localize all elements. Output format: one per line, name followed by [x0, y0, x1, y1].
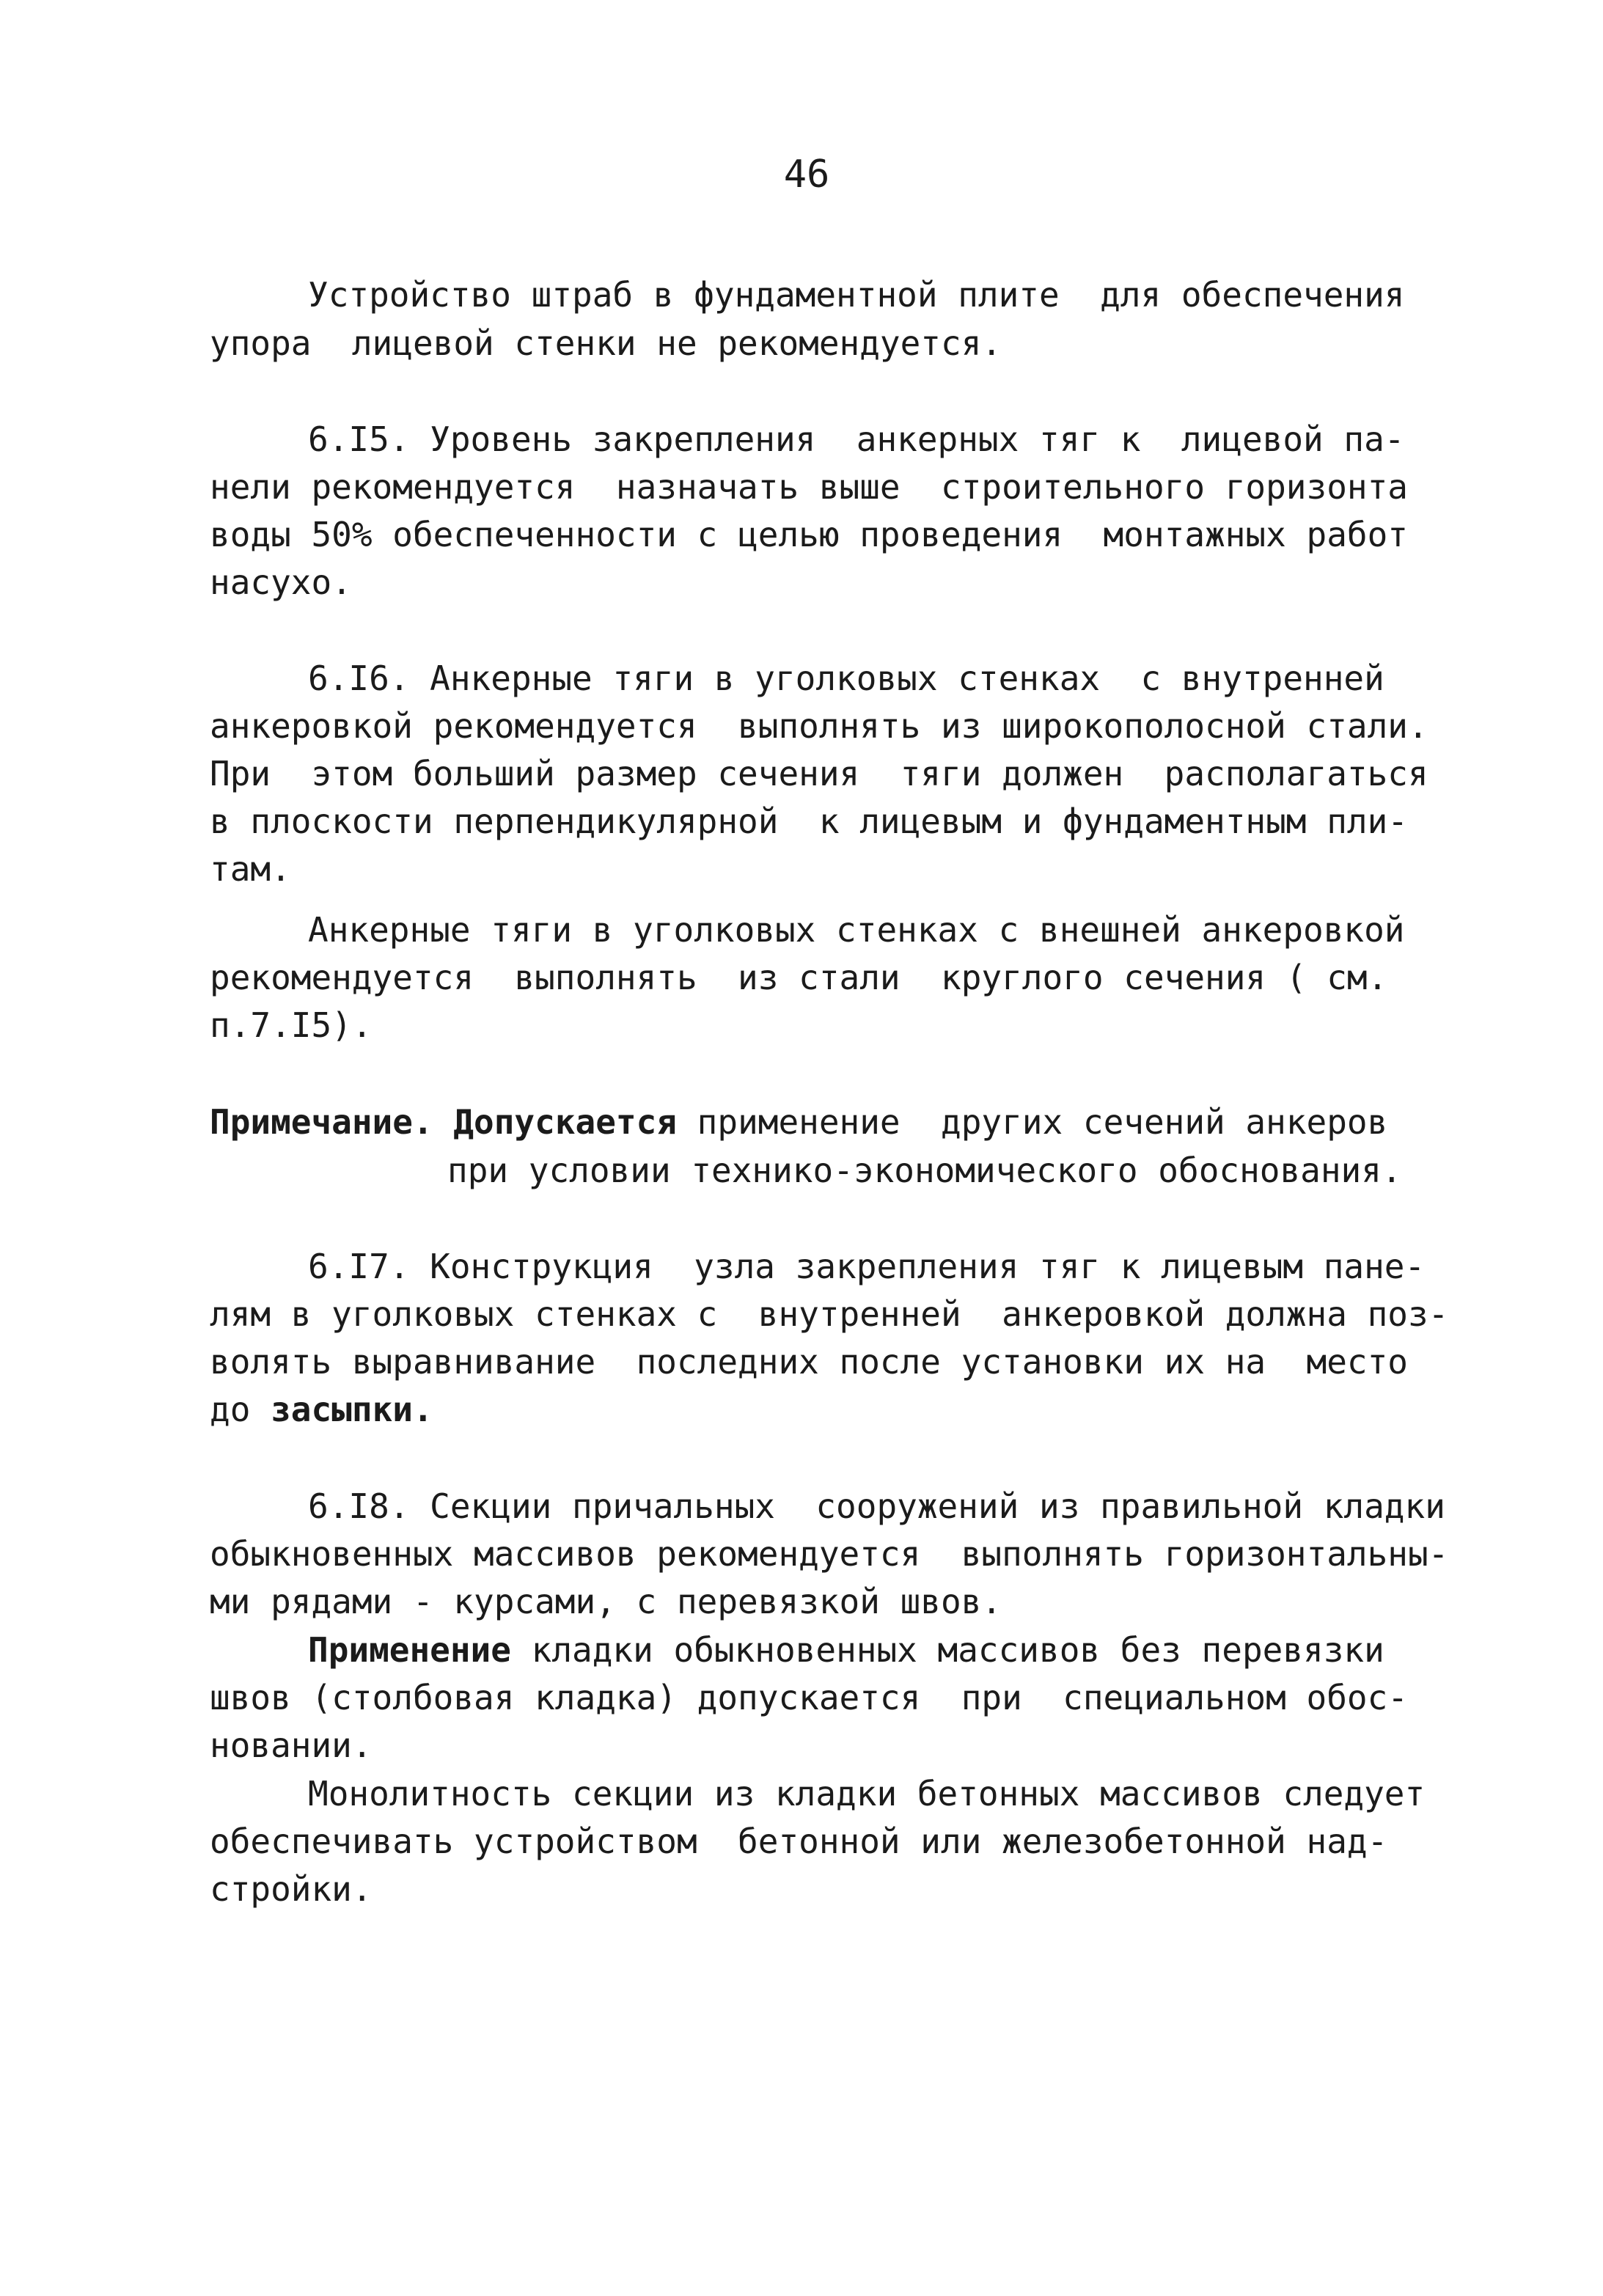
paragraph-line: в плоскости перпендикулярной к лицевым и фундаментным пли- — [210, 802, 1408, 841]
paragraph-text: до — [210, 1390, 271, 1429]
paragraph-line: п.7.I5). — [210, 1005, 373, 1045]
paragraph-line: насухо. — [210, 562, 352, 602]
paragraph-line: упора лицевой стенки не рекомендуется. — [210, 323, 1002, 363]
paragraph-line: рекомендуется выполнять из стали круглого сечения ( см. — [210, 958, 1388, 997]
paragraph-line: нели рекомендуется назначать выше строительного горизонта — [210, 467, 1408, 507]
paragraph-line: анкеровкой рекомендуется выполнять из широкополосной стали. — [210, 706, 1428, 746]
paragraph-line: ми рядами - курсами, с перевязкой швов. — [210, 1582, 1002, 1621]
paragraph-line: При этом больший размер сечения тяги должен располагаться — [210, 754, 1428, 793]
paragraph-line: Монолитность секции из кладки бетонных массивов следует — [308, 1774, 1426, 1813]
paragraph-line: 6.I8. Секции причальных сооружений из правильной кладки — [308, 1486, 1445, 1526]
paragraph-line — [308, 1628, 1384, 1672]
paragraph-line: воды 50% обеспеченности с целью проведения монтажных работ — [210, 515, 1408, 554]
note-line — [210, 1100, 1387, 1144]
paragraph-line: 6.I6. Анкерные тяги в уголковых стенках с внутренней — [308, 659, 1384, 698]
paragraph-line: лям в уголковых стенках с внутренней анкеровкой должна поз- — [210, 1294, 1449, 1334]
paragraph-line: швов (столбовая кладка) допускается при специальном обос- — [210, 1678, 1408, 1717]
paragraph-line: новании. — [210, 1725, 373, 1765]
note-label: Примечание. — [210, 1102, 433, 1142]
paragraph-line: 6.I7. Конструкция узла закрепления тяг к лицевым пане- — [308, 1247, 1426, 1286]
note-line: при условии технико-экономического обоснования. — [447, 1151, 1402, 1190]
paragraph-line: обыкновенных массивов рекомендуется выполнять горизонтальны- — [210, 1534, 1449, 1574]
paragraph-line: там. — [210, 849, 291, 889]
paragraph-line — [210, 1387, 433, 1431]
paragraph-text: кладки обыкновенных массивов без перевязки — [510, 1630, 1384, 1670]
paragraph-line: Анкерные тяги в уголковых стенках с внешней анкеровкой — [308, 910, 1405, 950]
emphasized-word: засыпки. — [271, 1390, 433, 1429]
paragraph-line: Устройство штраб в фундаментной плите для обеспечения — [308, 275, 1405, 315]
note-emphasis: Допускается — [453, 1102, 677, 1142]
note-text: применение других сечений анкеров — [676, 1102, 1388, 1142]
paragraph-line: 6.I5. Уровень закрепления анкерных тяг к лицевой па- — [308, 419, 1405, 459]
page-number: 46 — [783, 153, 830, 197]
paragraph-line: обеспечивать устройством бетонной или железобетонной над- — [210, 1822, 1388, 1861]
paragraph-line: волять выравнивание последних после установки их на место — [210, 1342, 1408, 1382]
emphasized-word: Применение — [308, 1630, 511, 1670]
paragraph-line: стройки. — [210, 1869, 373, 1909]
